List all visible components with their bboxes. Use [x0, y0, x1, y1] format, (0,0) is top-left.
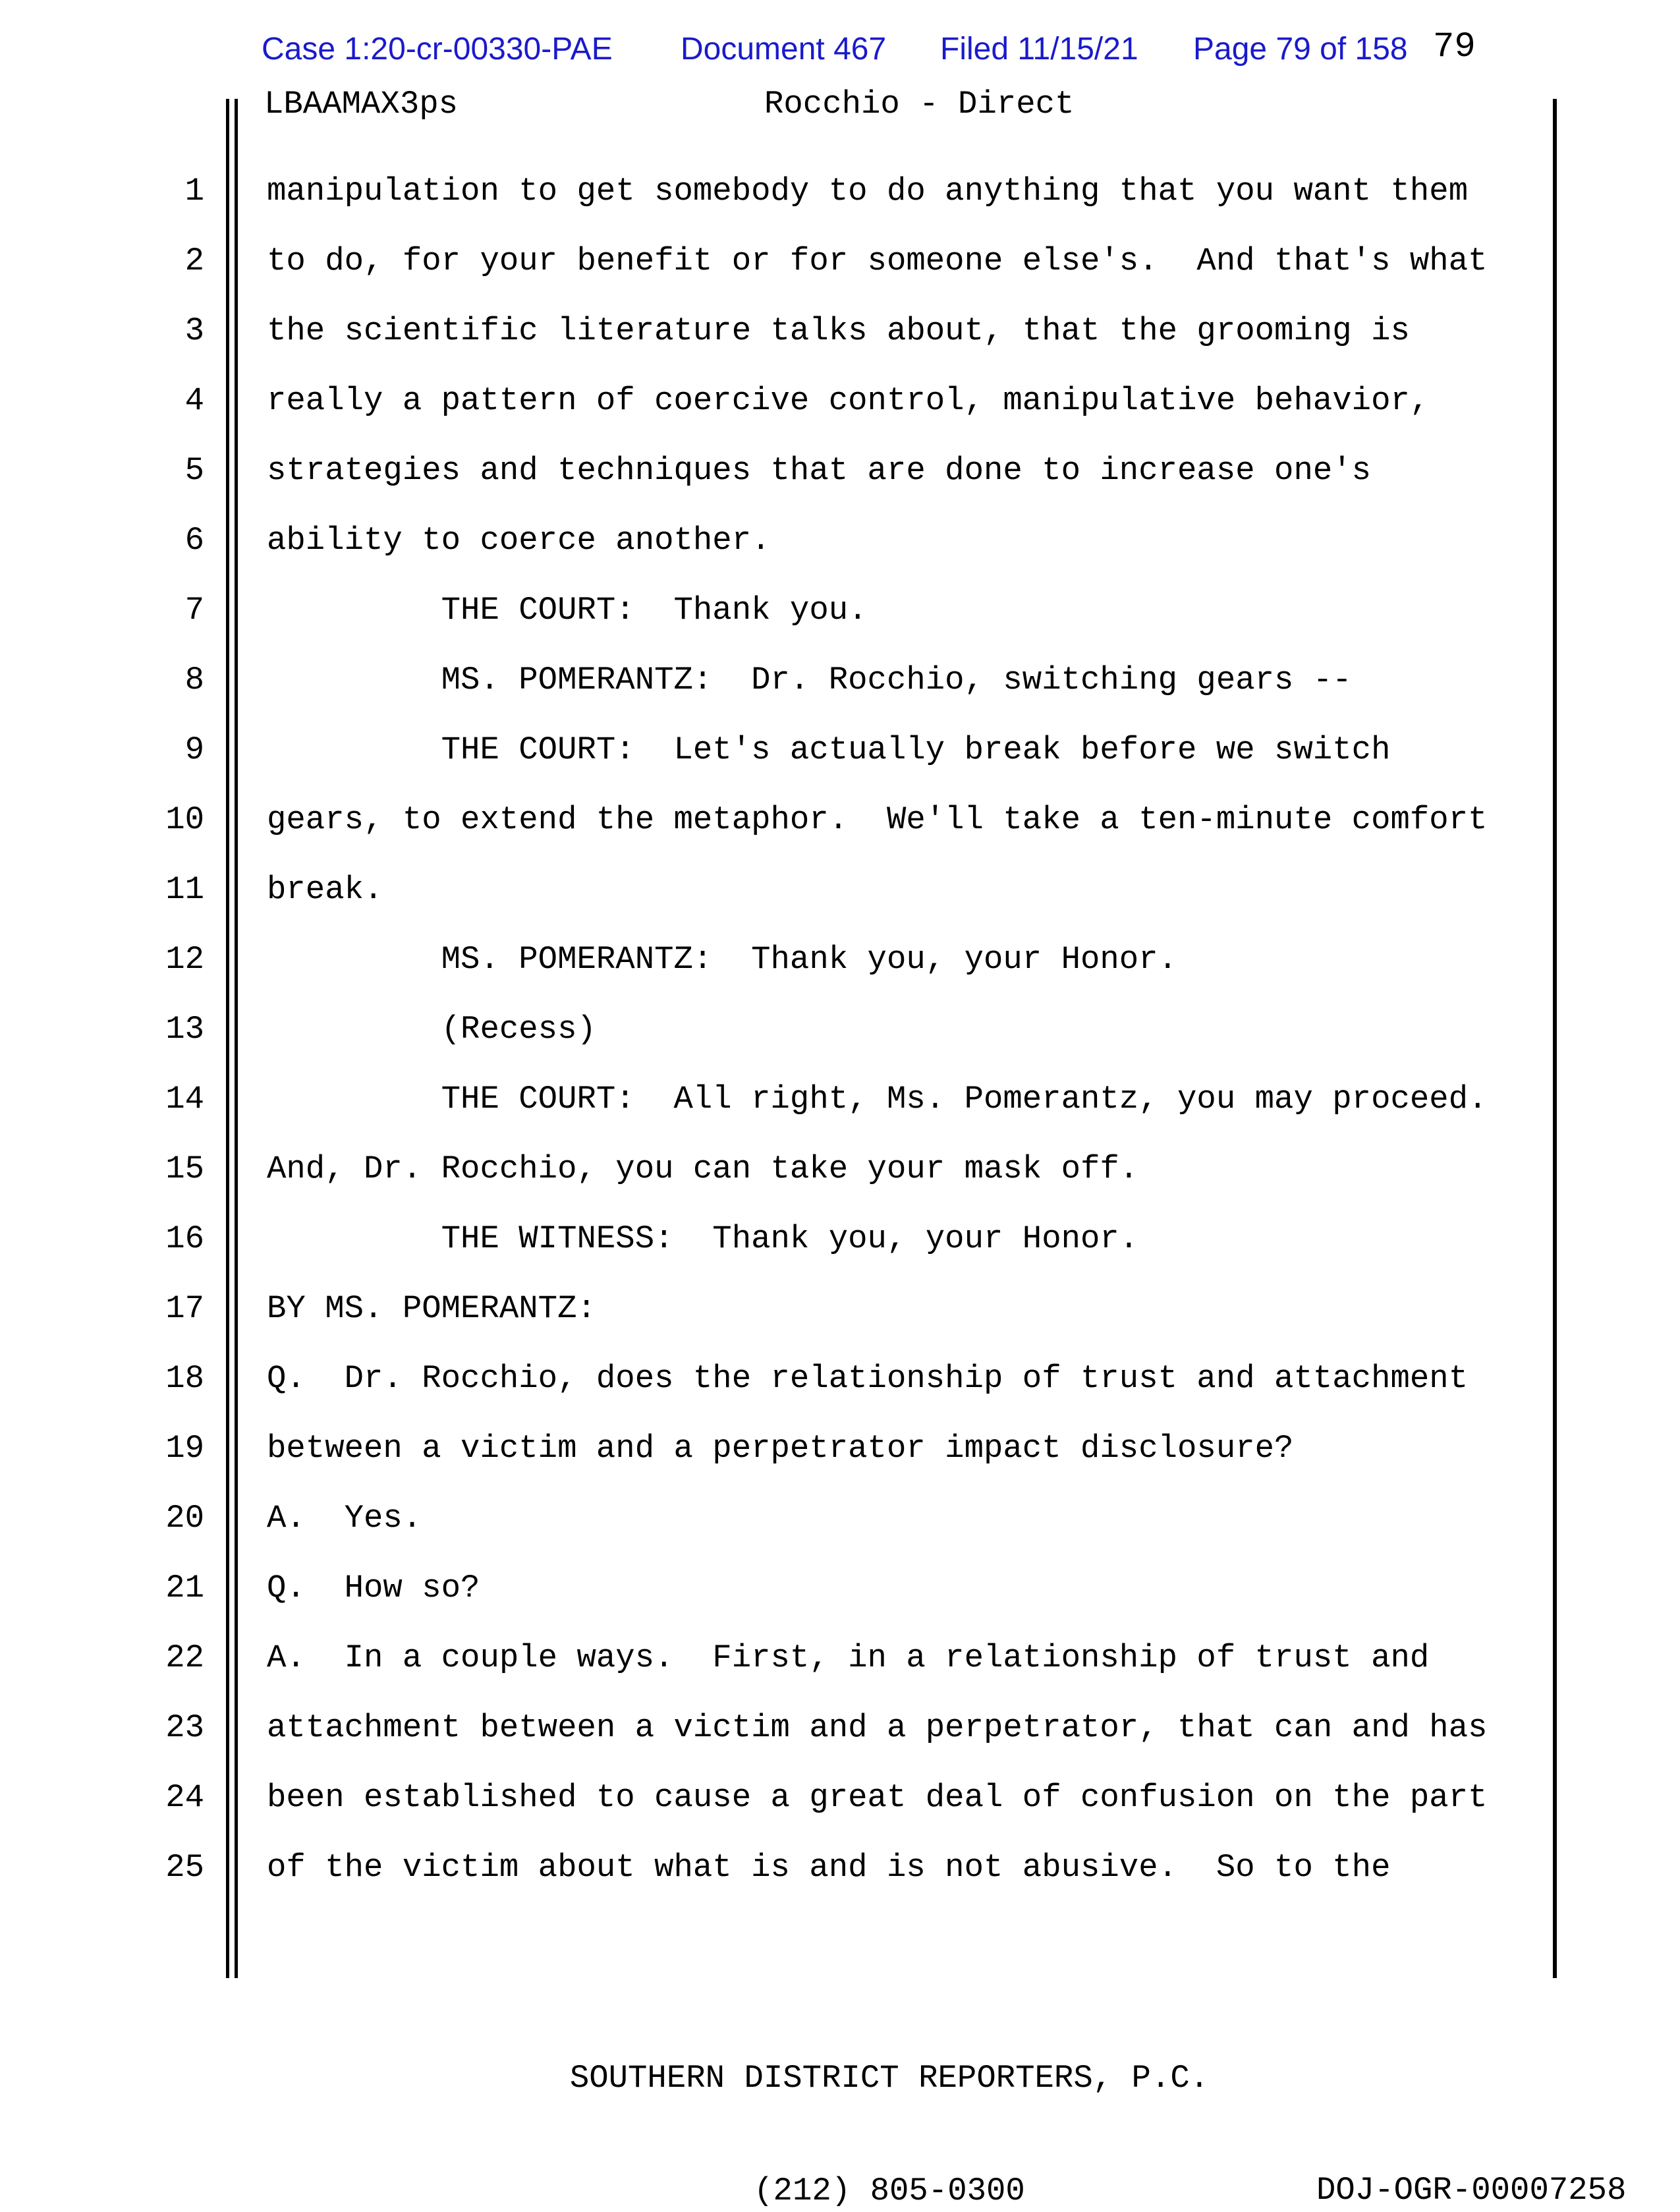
line-text: THE COURT: Thank you.	[267, 592, 868, 629]
line-text: MS. POMERANTZ: Dr. Rocchio, switching gears --	[267, 662, 1352, 698]
stamp-filed-date: Filed 11/15/21	[940, 32, 1138, 67]
line-text: THE COURT: Let's actually break before we switch	[267, 731, 1391, 768]
transcript-line	[0, 785, 1634, 855]
transcript-line	[0, 855, 1634, 924]
line-number: 20	[165, 1500, 204, 1537]
transcript-line	[0, 366, 1634, 436]
line-text: And, Dr. Rocchio, you can take your mask off.	[267, 1150, 1139, 1187]
transcript-page-number: 79	[1433, 27, 1476, 67]
line-text: strategies and techniques that are done to increase one's	[267, 452, 1372, 489]
transcript-line	[0, 1204, 1634, 1274]
line-text: THE COURT: All right, Ms. Pomerantz, you may proceed.	[267, 1081, 1488, 1118]
transcript-line	[0, 1832, 1634, 1902]
line-text: Q. Dr. Rocchio, does the relationship of trust and attachment	[267, 1360, 1469, 1397]
line-text: manipulation to get somebody to do anything that you want them	[267, 173, 1469, 210]
line-number: 2	[184, 242, 204, 279]
transcript-line	[0, 1344, 1634, 1413]
line-number: 9	[184, 731, 204, 768]
line-text: the scientific literature talks about, that the grooming is	[267, 312, 1410, 349]
transcript-line	[0, 715, 1634, 785]
line-number: 22	[165, 1639, 204, 1676]
transcript-line	[0, 1623, 1634, 1693]
transcript-line	[0, 296, 1634, 366]
transcript-line	[0, 924, 1634, 994]
line-text: really a pattern of coercive control, manipulative behavior,	[267, 382, 1430, 419]
transcript-line	[0, 994, 1634, 1064]
line-number: 14	[165, 1081, 204, 1118]
transcript-line	[0, 1134, 1634, 1204]
line-number: 4	[184, 382, 204, 419]
line-number: 5	[184, 452, 204, 489]
line-number: 23	[165, 1709, 204, 1746]
line-text: to do, for your benefit or for someone else's. And that's what	[267, 242, 1488, 279]
filing-stamp	[0, 30, 1680, 69]
line-number: 8	[184, 662, 204, 698]
line-number: 15	[165, 1150, 204, 1187]
line-number: 11	[165, 871, 204, 908]
transcript-line	[0, 1553, 1634, 1623]
line-text: A. In a couple ways. First, in a relationship of trust and	[267, 1639, 1430, 1676]
line-number: 12	[165, 941, 204, 978]
examination-title: Rocchio - Direct	[764, 86, 1075, 123]
transcript-line	[0, 156, 1634, 226]
transcript-line	[0, 645, 1634, 715]
transcript-line	[0, 1763, 1634, 1832]
line-number: 17	[165, 1290, 204, 1327]
transcript-line	[0, 575, 1634, 645]
line-text: THE WITNESS: Thank you, your Honor.	[267, 1220, 1139, 1257]
reporter-phone: (212) 805-0300	[754, 2172, 1025, 2209]
line-number: 21	[165, 1570, 204, 1606]
transcript-line	[0, 1413, 1634, 1483]
reporter-name: SOUTHERN DISTRICT REPORTERS, P.C.	[569, 2060, 1210, 2097]
line-text: between a victim and a perpetrator impact disclosure?	[267, 1430, 1294, 1467]
stamp-page-of: Page 79 of 158	[1193, 32, 1408, 67]
line-number: 3	[184, 312, 204, 349]
line-number: 19	[165, 1430, 204, 1467]
line-text: break.	[267, 871, 383, 908]
line-number: 24	[165, 1779, 204, 1816]
line-text: (Recess)	[267, 1011, 596, 1048]
line-text: of the victim about what is and is not abusive. So to the	[267, 1849, 1391, 1886]
line-text: attachment between a victim and a perpetrator, that can and has	[267, 1709, 1488, 1746]
line-number: 13	[165, 1011, 204, 1048]
transcript-line	[0, 436, 1634, 505]
line-number: 6	[184, 522, 204, 559]
line-number: 25	[165, 1849, 204, 1886]
line-number: 10	[165, 801, 204, 838]
line-number: 16	[165, 1220, 204, 1257]
line-text: been established to cause a great deal of confusion on the part	[267, 1779, 1488, 1816]
line-text: MS. POMERANTZ: Thank you, your Honor.	[267, 941, 1178, 978]
line-number: 1	[184, 173, 204, 210]
line-text: Q. How so?	[267, 1570, 480, 1606]
session-id: LBAAMAX3ps	[264, 86, 459, 123]
line-text: gears, to extend the metaphor. We'll take a ten-minute comfort	[267, 801, 1488, 838]
line-text: ability to coerce another.	[267, 522, 771, 559]
transcript-line	[0, 226, 1634, 296]
transcript-line	[0, 505, 1634, 575]
transcript-line	[0, 1274, 1634, 1344]
line-number: 7	[184, 592, 204, 629]
line-text: A. Yes.	[267, 1500, 422, 1537]
line-text: BY MS. POMERANTZ:	[267, 1290, 596, 1327]
transcript-line	[0, 1064, 1634, 1134]
line-number: 18	[165, 1360, 204, 1397]
stamp-case-number: Case 1:20-cr-00330-PAE	[262, 32, 613, 67]
transcript-line	[0, 1483, 1634, 1553]
stamp-document-number: Document 467	[681, 32, 887, 67]
transcript-running-header	[0, 86, 1680, 123]
transcript-body	[0, 156, 1634, 1902]
transcript-line	[0, 1693, 1634, 1763]
bates-number: DOJ-OGR-00007258	[1316, 2172, 1627, 2209]
